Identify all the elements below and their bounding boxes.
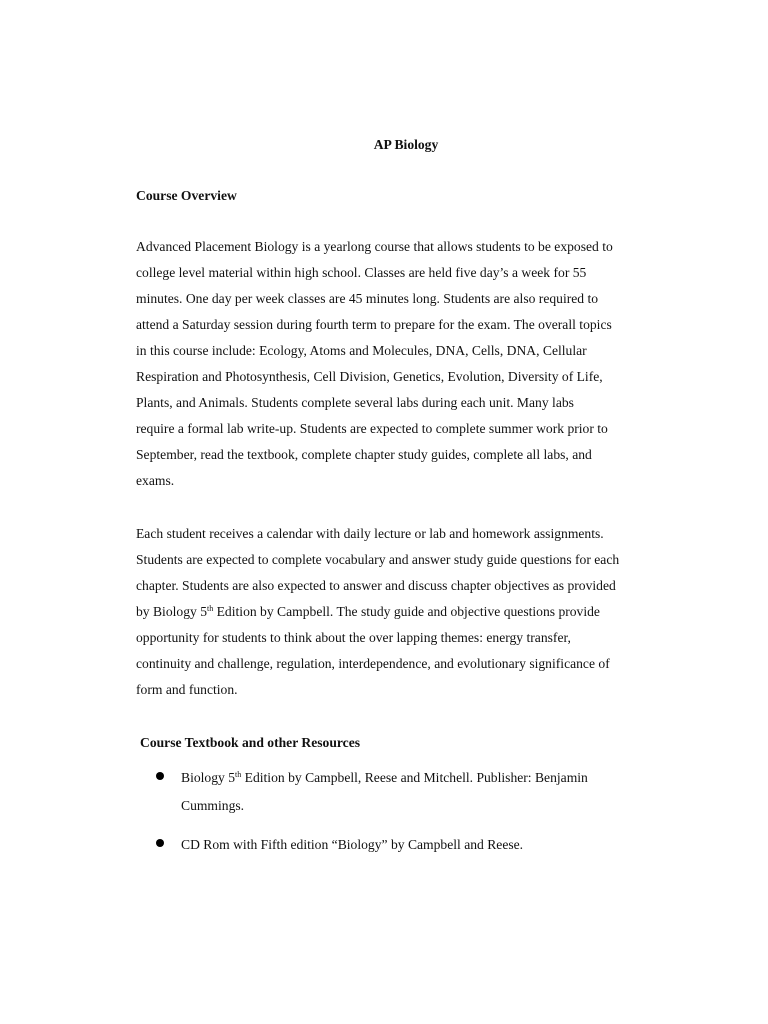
paragraph-line: September, read the textbook, complete chapter study guides, complete all labs, and	[136, 447, 592, 462]
paragraph-line: require a formal lab write-up. Students are expected to complete summer work prior to	[136, 421, 608, 436]
paragraph-line: form and function.	[136, 682, 238, 697]
paragraph-line: in this course include: Ecology, Atoms and Molecules, DNA, Cells, DNA, Cellular	[136, 343, 587, 358]
resource-line	[181, 764, 681, 792]
text-segment: Edition by Campbell, Reese and Mitchell. Publisher: Benjamin	[241, 770, 588, 785]
bullet-icon	[156, 839, 164, 847]
resource-text	[181, 764, 681, 820]
paragraph-line: Advanced Placement Biology is a yearlong course that allows students to be exposed to	[136, 239, 613, 254]
page-title: AP Biology	[373, 137, 439, 152]
course-overview-heading: Course Overview	[136, 188, 237, 203]
paragraph-line: Students are expected to complete vocabulary and answer study guide questions for each	[136, 552, 620, 567]
paragraph-line	[136, 599, 696, 625]
resource-line: Cummings.	[181, 798, 245, 813]
bullet-icon	[156, 772, 164, 780]
text-segment: Biology 5	[181, 770, 236, 785]
calendar-paragraph	[136, 521, 696, 703]
superscript: th	[207, 604, 214, 613]
superscript: th	[235, 770, 242, 779]
paragraph-line: college level material within high school. Classes are held five day’s a week for 55	[136, 265, 587, 280]
resource-line: CD Rom with Fifth edition “Biology” by Campbell and Reese.	[181, 837, 524, 852]
paragraph-line: minutes. One day per week classes are 45 minutes long. Students are also required to	[136, 291, 599, 306]
paragraph-line: exams.	[136, 473, 175, 488]
paragraph-line: Plants, and Animals. Students complete several labs during each unit. Many labs	[136, 395, 574, 410]
paragraph-line: Respiration and Photosynthesis, Cell Division, Genetics, Evolution, Diversity of Life,	[136, 369, 603, 384]
resources-heading: Course Textbook and other Resources	[140, 735, 361, 750]
overview-paragraph	[136, 234, 696, 494]
text-segment: by Biology 5	[136, 604, 207, 619]
text-segment: Edition by Campbell. The study guide and objective questions provide	[213, 604, 600, 619]
paragraph-line: opportunity for students to think about the over lapping themes: energy transfer,	[136, 630, 571, 645]
paragraph-line: attend a Saturday session during fourth term to prepare for the exam. The overall topics	[136, 317, 612, 332]
paragraph-line: continuity and challenge, regulation, interdependence, and evolutionary significance of	[136, 656, 610, 671]
paragraph-line: Each student receives a calendar with daily lecture or lab and homework assignments.	[136, 526, 604, 541]
paragraph-line: chapter. Students are also expected to answer and discuss chapter objectives as provided	[136, 578, 616, 593]
resource-text	[181, 831, 681, 859]
